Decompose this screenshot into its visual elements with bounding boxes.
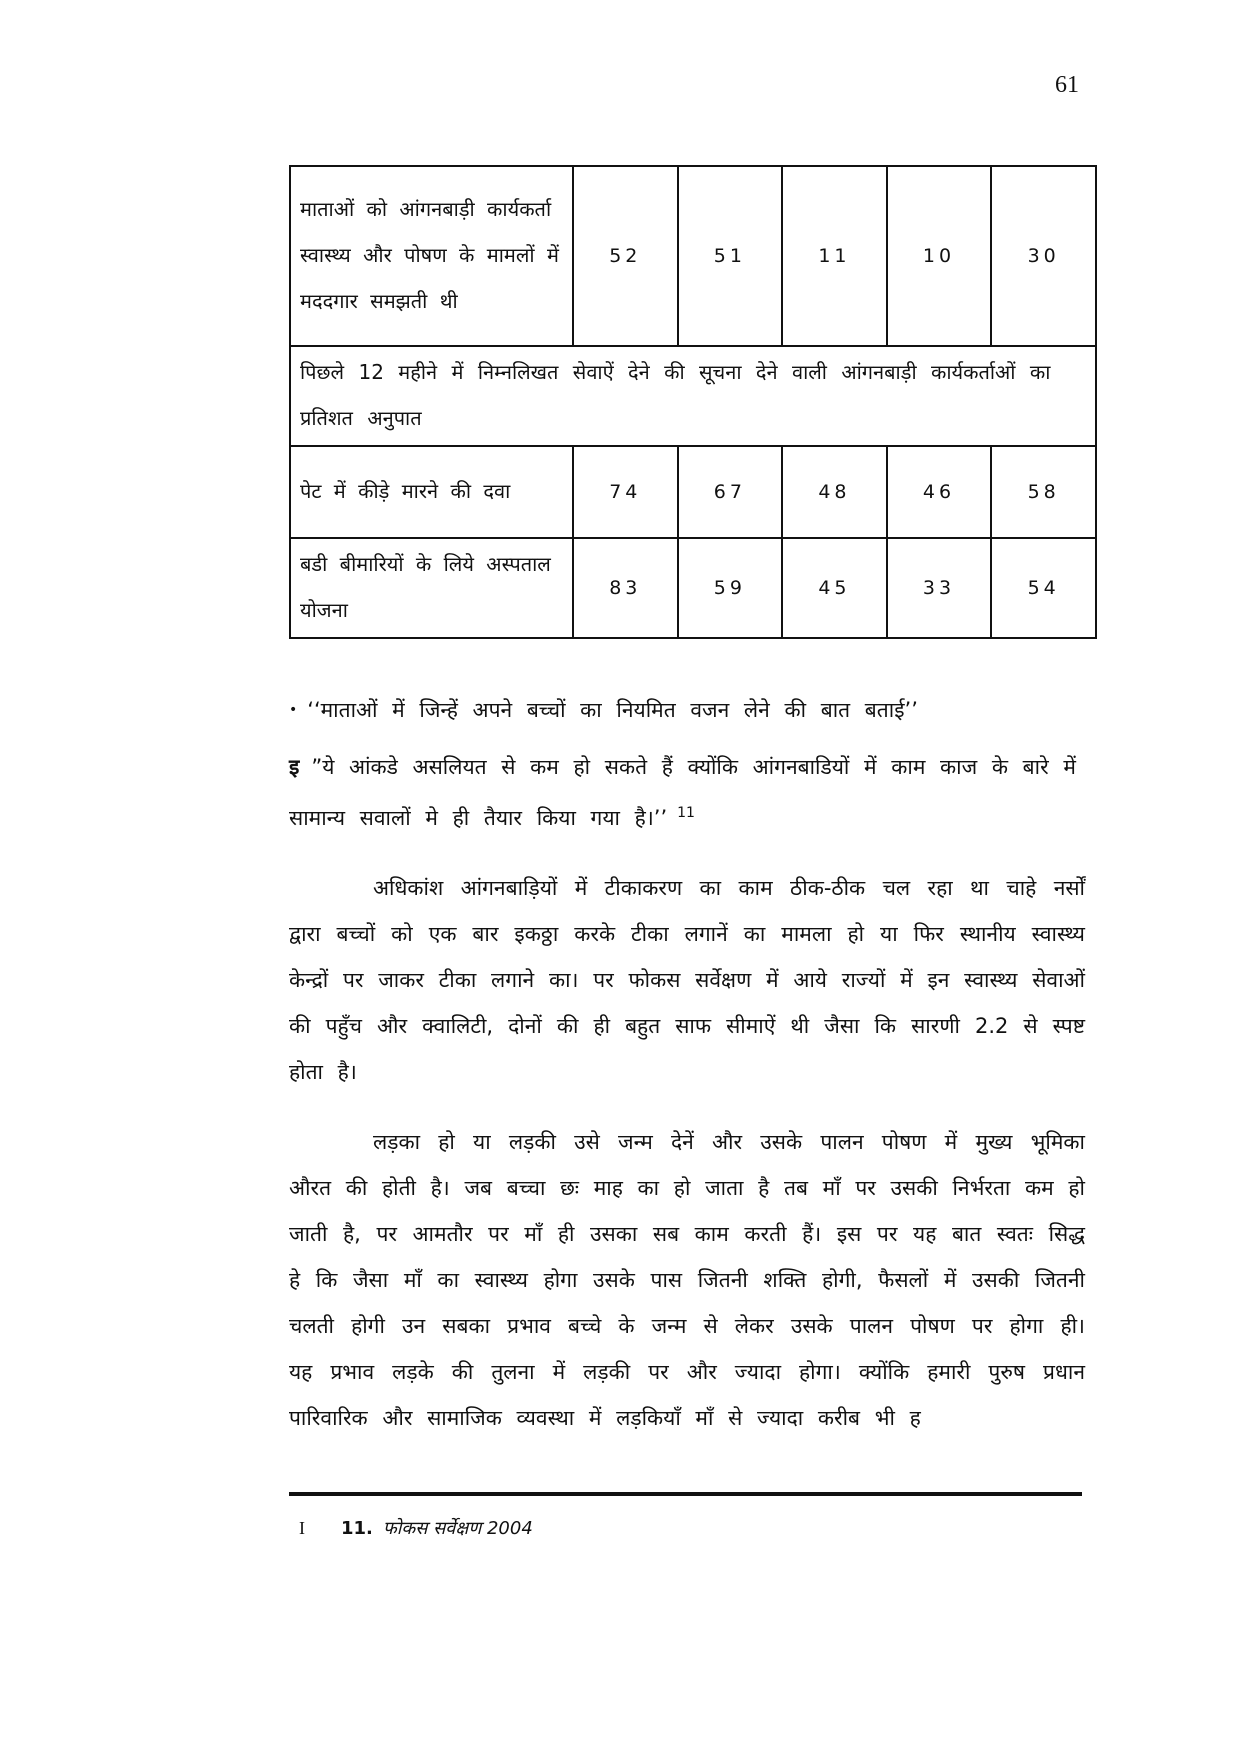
body-text	[289, 690, 1085, 1441]
table-cell: 11	[782, 166, 887, 346]
footnote-mark: I	[299, 1518, 305, 1538]
table-row	[290, 446, 1096, 538]
row-label: पेट में कीड़े मारने की दवा	[290, 446, 573, 538]
section-heading: पिछले 12 महीने में निम्नलिखत सेवाऐं देने की सूचना देने वाली आंगनबाड़ी कार्यकर्ताओं का प्रतिशत अनुपात	[290, 346, 1096, 446]
table-cell: 10	[887, 166, 992, 346]
table-cell: 74	[573, 446, 678, 538]
table-cell: 83	[573, 538, 678, 638]
note-marker: इ	[289, 755, 300, 779]
note-bullet-symbol: •	[289, 702, 298, 718]
table-note-star	[289, 690, 1085, 730]
table-row	[290, 538, 1096, 638]
table-cell: 59	[678, 538, 783, 638]
footnote-text: फोकस सर्वेक्षण 2004	[382, 1518, 533, 1539]
table-note-second	[289, 744, 1085, 841]
table-cell: 51	[678, 166, 783, 346]
row-label: बडी बीमारियों के लिये अस्पताल योजना	[290, 538, 573, 638]
footnote-number: 11.	[341, 1518, 373, 1539]
table-cell: 33	[887, 538, 992, 638]
table-section-row	[290, 346, 1096, 446]
table-cell: 52	[573, 166, 678, 346]
footnote-reference: 11	[677, 805, 695, 821]
table-cell: 67	[678, 446, 783, 538]
table-cell: 46	[887, 446, 992, 538]
table-cell: 58	[991, 446, 1096, 538]
table-cell: 45	[782, 538, 887, 638]
table-row	[290, 166, 1096, 346]
paragraph: लड़का हो या लड़की उसे जन्म देनें और उसके पालन पोषण में मुख्य भूमिका औरत की होती है। जब बच्चा छः माह का हो जाता है तब माँ पर उसकी निर्भरता कम हो जाती है, पर आमतौर पर माँ ही उसका सब काम करती हैं। इस पर यह बात स्वतः सिद्ध हे कि जैसा माँ का स्वास्थ्य होगा उसके पास जितनी शक्ति होगी, फैसलों में उसकी जितनी चलती होगी उन सबका प्रभाव बच्चे के जन्म से लेकर उसके पालन पोषण पर होगा ही। यह प्रभाव लड़के की तुलना में लड़की पर और ज्यादा होगा। क्योंकि हमारी पुरुष प्रधान पारिवारिक और सामाजिक व्यवस्था में लड़कियाँ माँ से ज्यादा करीब भी ह	[289, 1130, 1085, 1430]
table-cell: 48	[782, 446, 887, 538]
note-second-text: ”ये आंकडे असलियत से कम हो सकते हैं क्योंकि आंगनबाडियों में काम काज के बारे में सामान्य सवालों मे ही तैयार किया गया है।’’	[289, 755, 1076, 830]
note-star-text: ‘‘माताओं में जिन्हें अपने बच्चों का नियमित वजन लेने की बात बताई’’	[307, 698, 918, 722]
table-cell: 30	[991, 166, 1096, 346]
footnote-divider	[289, 1492, 1082, 1496]
table-cell: 54	[991, 538, 1096, 638]
row-label: माताओं को आंगनबाड़ी कार्यकर्ता स्वास्थ्य और पोषण के मामलों में मददगार समझती थी	[290, 166, 573, 346]
data-table	[289, 165, 1097, 639]
page-number: 61	[1055, 72, 1079, 98]
paragraph: अधिकांश आंगनबाड़ियों में टीकाकरण का काम ठीक-ठीक चल रहा था चाहे नर्सों द्वारा बच्चों को एक बार इकठ्ठा करके टीका लगानें का मामला हो या फिर स्थानीय स्वास्थ्य केन्द्रों पर जाकर टीका लगाने का। पर फोकस सर्वेक्षण में आये राज्यों में इन स्वास्थ्य सेवाओं की पहुँच और क्वालिटी, दोनों की ही बहुत साफ सीमाऐं थी जैसा कि सारणी 2.2 से स्पष्ट होता है।	[289, 876, 1085, 1084]
footnote	[299, 1516, 533, 1540]
